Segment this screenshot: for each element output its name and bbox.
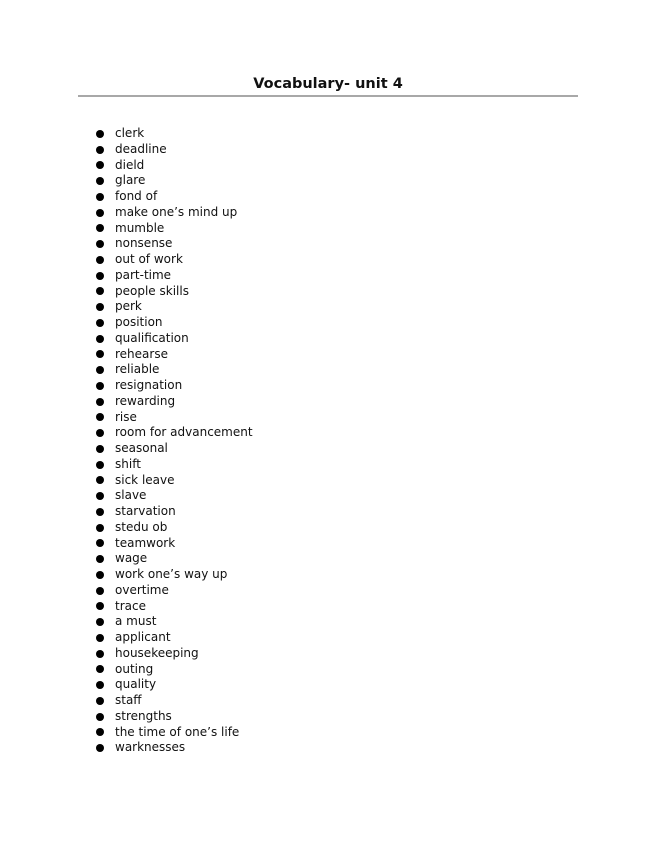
bullet-icon — [96, 413, 104, 421]
vocabulary-term: position — [115, 315, 163, 329]
list-item — [96, 567, 253, 583]
vocabulary-term: make one’s mind up — [115, 204, 238, 219]
list-item — [96, 693, 253, 709]
list-item — [96, 614, 253, 630]
bullet-icon — [96, 193, 104, 201]
list-item — [96, 173, 253, 189]
bullet-icon — [96, 587, 104, 595]
vocabulary-term: stedu ob — [115, 519, 168, 534]
bullet-icon — [96, 209, 104, 217]
bullet-icon — [96, 287, 104, 295]
vocabulary-term: nonsense — [115, 236, 173, 251]
vocabulary-list — [96, 126, 253, 756]
list-item — [96, 378, 253, 394]
bullet-icon — [96, 744, 104, 752]
vocabulary-term: mumble — [115, 220, 165, 235]
vocabulary-term: applicant — [115, 630, 171, 644]
vocabulary-term: teamwork — [115, 535, 176, 550]
bullet-icon — [96, 303, 104, 311]
vocabulary-term: reliable — [115, 362, 160, 377]
list-item — [96, 347, 253, 363]
vocabulary-term: rewarding — [115, 393, 176, 408]
list-item — [96, 630, 253, 646]
list-item — [96, 410, 253, 426]
bullet-icon — [96, 224, 104, 232]
list-item — [96, 268, 253, 284]
bullet-icon — [96, 634, 104, 642]
list-item — [96, 662, 253, 678]
list-item — [96, 709, 253, 725]
bullet-icon — [96, 429, 104, 437]
vocabulary-term: slave — [115, 488, 147, 503]
vocabulary-term: seasonal — [115, 441, 168, 455]
bullet-icon — [96, 728, 104, 736]
bullet-icon — [96, 256, 104, 264]
bullet-icon — [96, 555, 104, 563]
vocabulary-term: rehearse — [115, 346, 168, 361]
list-item — [96, 284, 253, 300]
vocabulary-term: outing — [115, 661, 154, 676]
list-item — [96, 299, 253, 315]
vocabulary-term: warknesses — [115, 740, 186, 755]
vocabulary-term: part-time — [115, 267, 172, 282]
bullet-icon — [96, 618, 104, 626]
bullet-icon — [96, 445, 104, 453]
vocabulary-term: starvation — [115, 504, 176, 518]
bullet-icon — [96, 650, 104, 658]
vocabulary-term: sick leave — [115, 472, 175, 487]
list-item — [96, 315, 253, 331]
vocabulary-term: resignation — [115, 378, 183, 392]
list-item — [96, 599, 253, 615]
vocabulary-term: quality — [115, 677, 157, 692]
list-item — [96, 158, 253, 174]
list-item — [96, 504, 253, 520]
list-item — [96, 536, 253, 552]
bullet-icon — [96, 665, 104, 673]
vocabulary-term: out of work — [115, 252, 183, 266]
list-item — [96, 520, 253, 536]
bullet-icon — [96, 492, 104, 500]
bullet-icon — [96, 602, 104, 610]
vocabulary-term: glare — [115, 173, 146, 188]
vocabulary-term: dield — [115, 157, 145, 172]
list-item — [96, 646, 253, 662]
vocabulary-term: people skills — [115, 283, 189, 298]
vocabulary-term: qualification — [115, 330, 189, 345]
bullet-icon — [96, 350, 104, 358]
list-item — [96, 189, 253, 205]
bullet-icon — [96, 461, 104, 469]
bullet-icon — [96, 382, 104, 390]
list-item — [96, 740, 253, 756]
vocabulary-term: a must — [115, 614, 157, 629]
vocabulary-term: housekeeping — [115, 645, 199, 660]
list-item — [96, 488, 253, 504]
bullet-icon — [96, 681, 104, 689]
vocabulary-term: overtime — [115, 582, 169, 597]
list-item — [96, 394, 253, 410]
vocabulary-term: perk — [115, 299, 142, 314]
bullet-icon — [96, 161, 104, 169]
vocabulary-term: fond of — [115, 189, 158, 203]
list-item — [96, 725, 253, 741]
vocabulary-term: clerk — [115, 126, 145, 140]
list-item — [96, 331, 253, 347]
list-item — [96, 441, 253, 457]
list-item — [96, 473, 253, 489]
bullet-icon — [96, 146, 104, 154]
bullet-icon — [96, 697, 104, 705]
list-item — [96, 677, 253, 693]
bullet-icon — [96, 508, 104, 516]
vocabulary-term: staff — [115, 693, 142, 707]
list-item — [96, 362, 253, 378]
vocabulary-term: deadline — [115, 141, 167, 156]
bullet-icon — [96, 177, 104, 185]
list-item — [96, 583, 253, 599]
list-item — [96, 221, 253, 237]
list-item — [96, 236, 253, 252]
vocabulary-term: trace — [115, 598, 146, 613]
page-title: Vocabulary- unit 4 — [253, 76, 403, 92]
vocabulary-term: strengths — [115, 708, 172, 723]
vocabulary-term: rise — [115, 409, 137, 424]
bullet-icon — [96, 524, 104, 532]
bullet-icon — [96, 335, 104, 343]
vocabulary-term: shift — [115, 456, 141, 471]
vocabulary-term: work one’s way up — [115, 567, 228, 581]
list-item — [96, 425, 253, 441]
bullet-icon — [96, 398, 104, 406]
bullet-icon — [96, 240, 104, 248]
bullet-icon — [96, 366, 104, 374]
list-item — [96, 126, 253, 142]
bullet-icon — [96, 571, 104, 579]
vocabulary-term: room for advancement — [115, 425, 253, 440]
bullet-icon — [96, 130, 104, 138]
list-item — [96, 551, 253, 567]
vocabulary-term: the time of one’s life — [115, 724, 240, 739]
bullet-icon — [96, 272, 104, 280]
list-item — [96, 142, 253, 158]
vocabulary-term: wage — [115, 551, 148, 566]
bullet-icon — [96, 319, 104, 327]
list-item — [96, 252, 253, 268]
list-item — [96, 205, 253, 221]
title-divider — [78, 95, 578, 97]
bullet-icon — [96, 539, 104, 547]
list-item — [96, 457, 253, 473]
bullet-icon — [96, 476, 104, 484]
bullet-icon — [96, 713, 104, 721]
